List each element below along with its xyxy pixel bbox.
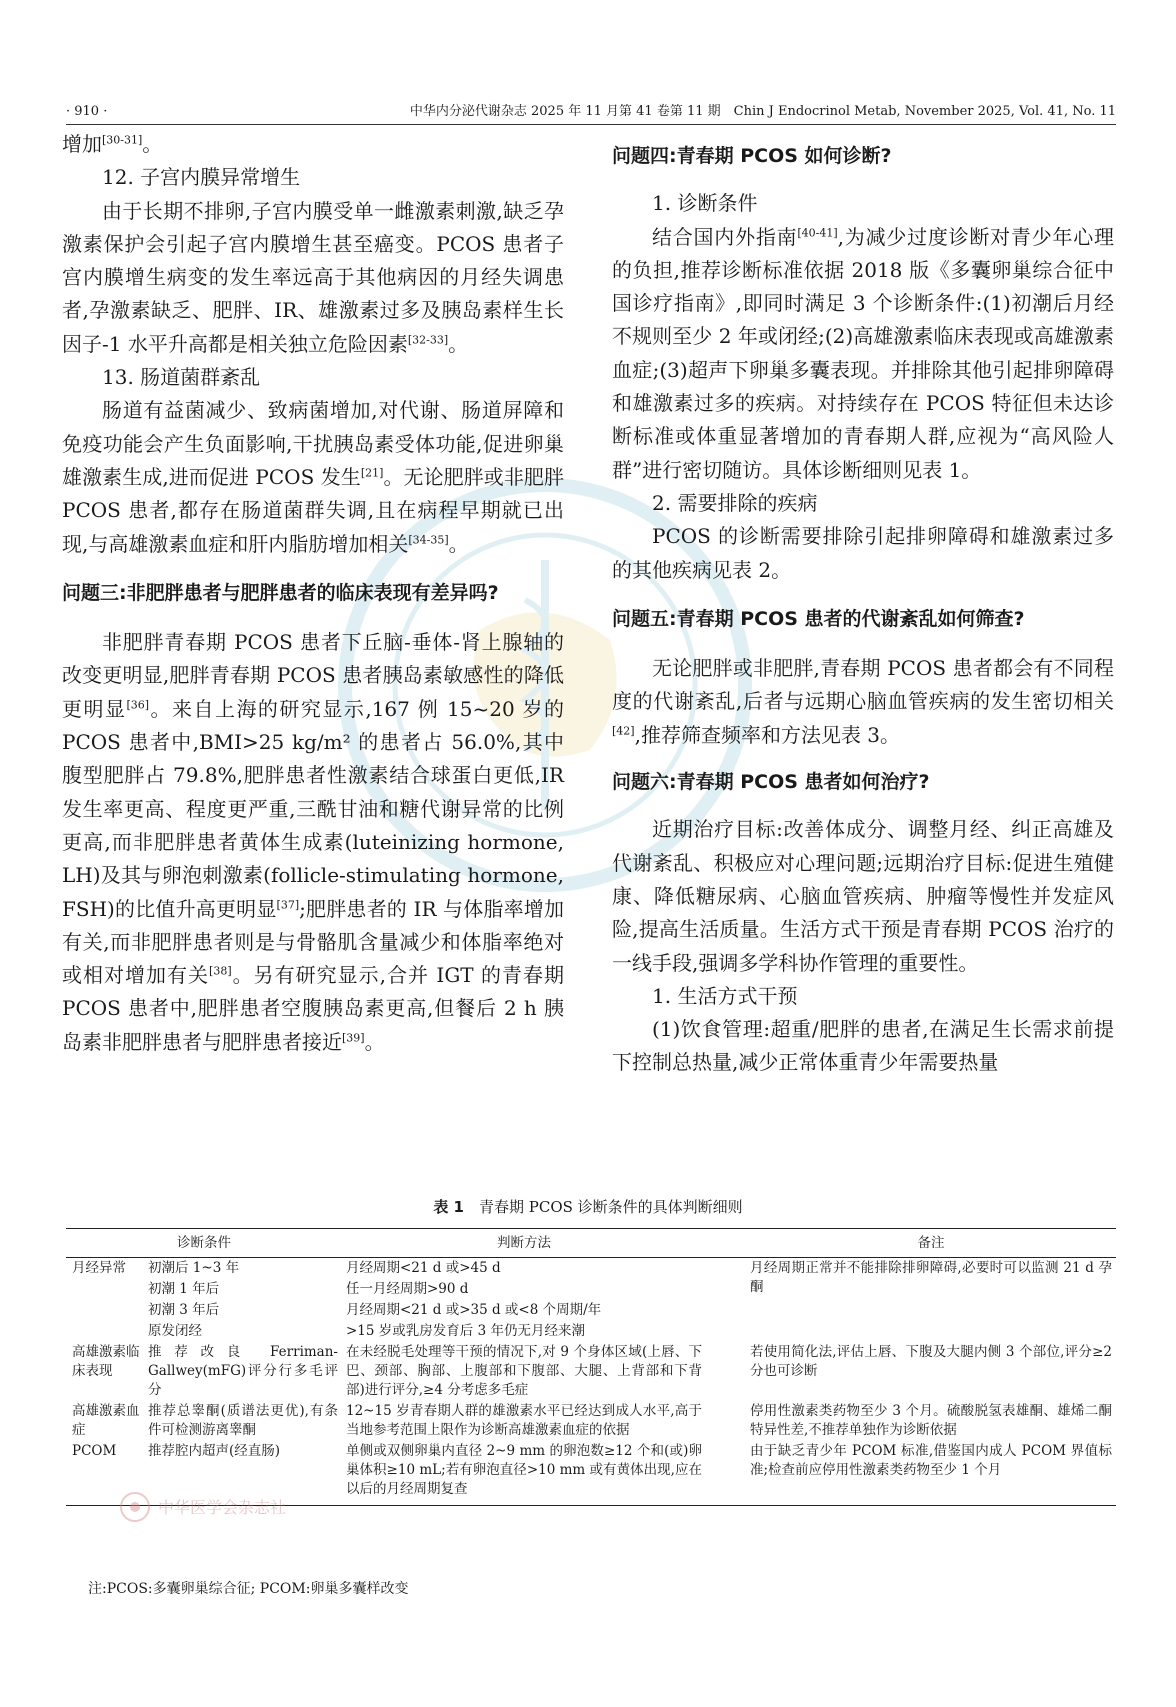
q6-paragraph: 近期治疗目标:改善体成分、调整月经、纠正高雄及代谢紊乱、积极应对心理问题;远期治疗目标:促进生殖健康、降低糖尿病、心脑血管疾病、肿瘤等慢性并发症风险,提高生活质量。生活方式干预是青春期 PCOS 治疗的一线手段,强调多学科协作管理的重要性。	[612, 817, 1114, 975]
q5-paragraph: 无论肥胖或非肥胖,青春期 PCOS 患者都会有不同程度的代谢紊乱,后者与远期心脑血管疾病的发生密切相关[42],推荐筛查频率和方法见表 3。	[612, 656, 1114, 747]
table-cell-note: 停用性激素类药物至少 3 个月。硫酸脱氢表雄酮、雄烯二酮特异性差,不推荐单独作为诊断依据	[750, 1403, 1112, 1438]
table-cell-method: 任一月经周期>90 d	[346, 1281, 469, 1297]
citation: [36]	[126, 698, 150, 712]
table-1-footnote: 注:PCOS:多囊卵巢综合征; PCOM:卵巢多囊样改变	[88, 1581, 409, 1597]
table-cell-method: 在未经脱毛处理等干预的情况下,对 9 个身体区域(上唇、下巴、颈部、胸部、上腹部和下腹部、大腿、上背部和下背部)进行评分,≥4 分考虑多毛症	[346, 1344, 702, 1398]
section-13-title: 13. 肠道菌群紊乱	[102, 365, 261, 390]
table-cell-method: 月经周期<21 d 或>35 d 或<8 个周期/年	[346, 1302, 602, 1318]
table-cell-condition: 推荐改良 Ferriman-Gallwey(mFG)评分行多毛评分	[148, 1344, 338, 1398]
table-cell-method: 月经周期<21 d 或>45 d	[346, 1260, 501, 1276]
table-cell-method: 单侧或双侧卵巢内直径 2~9 mm 的卵泡数≥12 个和(或)卵巢体积≥10 mL;若有卵泡直径>10 mm 或有黄体出现,应在以后的月经周期复查	[342, 1441, 706, 1506]
table-cell-condition: 初潮 3 年后	[148, 1302, 220, 1318]
citation: [38]	[209, 964, 232, 978]
question-3-heading: 问题三:非肥胖患者与肥胖患者的临床表现有差异吗?	[62, 581, 499, 604]
table-cell-category: PCOM	[66, 1441, 144, 1506]
section-12-title: 12. 子宫内膜异常增生	[102, 165, 301, 190]
table-cell-note: 若使用简化法,评估上唇、下腹及大腿内侧 3 个部位,评分≥2 分也可诊断	[750, 1344, 1112, 1379]
table-1-caption	[0, 1196, 1176, 1218]
citation: [37]	[276, 897, 300, 911]
q6-paragraph-2: (1)饮食管理:超重/肥胖的患者,在满足生长需求前提下控制总热量,减少正常体重青少年需要热量	[612, 1017, 1114, 1075]
table-header-row	[66, 1229, 1116, 1258]
table-header-cell: 备注	[746, 1229, 1116, 1258]
table-row	[66, 1401, 1116, 1441]
citation: [32-33]	[407, 333, 449, 347]
table-header-cell: 判断方法	[342, 1229, 706, 1258]
table-1	[66, 1228, 1116, 1506]
table-cell-category: 高雄激素血症	[72, 1403, 140, 1438]
table-row	[66, 1258, 1116, 1280]
table-row	[66, 1342, 1116, 1401]
table-cell-category: 高雄激素临床表现	[72, 1344, 140, 1379]
table-cell-condition: 初潮后 1~3 年	[148, 1260, 240, 1276]
citation: [40-41]	[797, 225, 838, 239]
table-1-title: 青春期 PCOS 诊断条件的具体判断细则	[479, 1198, 743, 1216]
question-5-heading: 问题五:青春期 PCOS 患者的代谢紊乱如何筛查?	[612, 607, 1025, 630]
publisher-logo-text: 中华医学会杂志社	[158, 1498, 287, 1517]
table-cell-note: 月经周期正常并不能排除排卵障碍,必要时可以监测 21 d 孕酮	[750, 1260, 1112, 1295]
table-cell-condition: 初潮 1 年后	[148, 1281, 220, 1297]
question-4-heading: 问题四:青春期 PCOS 如何诊断?	[612, 145, 892, 167]
section-12-paragraph: 由于长期不排卵,子宫内膜受单一雌激素刺激,缺乏孕激素保护会引起子宫内膜增生甚至癌变。PCOS 患者子宫内膜增生病变的发生率远高于其他病因的月经失调患者,孕激素缺乏、肥胖、IR、雄激素过多及胰岛素样生长因子-1 水平升高都是相关独立危险因素[32-33]。	[62, 198, 564, 356]
right-column	[612, 128, 1114, 1080]
running-header	[66, 102, 1116, 125]
table-cell-method: 12~15 岁青春期人群的雄激素水平已经达到成人水平,高于当地参考范围上限作为诊断高雄激素血症的依据	[346, 1403, 702, 1438]
table-cell-method: >15 岁或乳房发育后 3 年仍无月经来潮	[346, 1323, 585, 1339]
citation: [34-35]	[408, 532, 449, 546]
page-number: · 910 ·	[66, 104, 108, 119]
citation: [30-31]	[102, 133, 143, 147]
table-header-cell: 诊断条件	[66, 1229, 342, 1258]
citation: [21]	[360, 466, 384, 480]
q4-subsection-2-title: 2. 需要排除的疾病	[652, 490, 818, 515]
table-cell-note: 由于缺乏青少年 PCOM 标准,借鉴国内成人 PCOM 界值标准;检查前应停用性激素类药物至少 1 个月	[746, 1441, 1116, 1506]
question-3-paragraph: 非肥胖青春期 PCOS 患者下丘脑-垂体-肾上腺轴的改变更明显,肥胖青春期 PCOS 患者胰岛素敏感性的降低更明显[36]。来自上海的研究显示,167 例 15~20 岁的 PCOS 患者中,BMI>25 kg/m² 的患者占 56.0%,其中腹型肥胖占 79.8%,肥胖患者性激素结合球蛋白更低,IR 发生率更高、程度更严重,三酰甘油和糖代谢异常的比例更高,而非肥胖患者黄体生成素(luteinizing hormone, LH)及其与卵泡刺激素(follicle-stimulating hormone, FSH)的比值升高更明显[37];肥胖患者的 IR 与体脂率增加有关,而非肥胖患者则是与骨骼肌含量减少和体脂率绝对或相对增加有关[38]。另有研究显示,合并 IGT 的青春期 PCOS 患者中,肥胖患者空腹胰岛素更高,但餐后 2 h 胰岛素非肥胖患者与肥胖患者接近[39]。	[62, 630, 565, 1054]
question-6-heading: 问题六:青春期 PCOS 患者如何治疗?	[612, 771, 930, 794]
publisher-logo-icon	[118, 1490, 348, 1524]
table-cell-category: 月经异常	[72, 1260, 126, 1276]
carryover-paragraph: 增加[30-31]。	[62, 132, 163, 156]
table-cell-condition: 原发闭经	[148, 1323, 202, 1339]
q6-subsection-1-title: 1. 生活方式干预	[652, 983, 798, 1008]
q4-paragraph-2: PCOS 的诊断需要排除引起排卵障碍和雄激素过多的其他疾病见表 2。	[612, 524, 1114, 582]
table-cell-condition: 推荐腔内超声(经直肠)	[144, 1441, 342, 1506]
journal-citation: 中华内分泌代谢杂志 2025 年 11 月第 41 卷第 11 期 Chin J Endocrinol Metab, November 2025, Vol. 41, No. 11	[409, 104, 1116, 119]
table-1-label: 表 1	[433, 1198, 464, 1216]
citation: [42]	[612, 724, 635, 738]
q4-paragraph-1: 结合国内外指南[40-41],为减少过度诊断对青少年心理的负担,推荐诊断标准依据 2018 版《多囊卵巢综合征中国诊疗指南》,即同时满足 3 个诊断条件:(1)初潮后月经不规则至少 2 年或闭经;(2)高雄激素临床表现或高雄激素血症;(3)超声下卵巢多囊表现。并排除其他引起排卵障碍和雄激素过多的疾病。对持续存在 PCOS 特征但未达诊断标准或体重显著增加的青春期人群,应视为“高风险人群”进行密切随访。具体诊断细则见表 1。	[612, 224, 1115, 482]
left-column	[62, 128, 564, 1059]
section-13-paragraph: 肠道有益菌减少、致病菌增加,对代谢、肠道屏障和免疫功能会产生负面影响,干扰胰岛素受体功能,促进卵巢雄激素生成,进而促进 PCOS 发生[21]。无论肥胖或非肥胖 PCOS 患者,都存在肠道菌群失调,且在病程早期就已出现,与高雄激素血症和肝内脂肪增加相关[34-35]。	[62, 398, 564, 556]
q4-subsection-1-title: 1. 诊断条件	[652, 191, 758, 216]
citation: [39]	[342, 1031, 365, 1045]
table-cell-condition: 推荐总睾酮(质谱法更优),有条件可检测游离睾酮	[148, 1403, 338, 1438]
